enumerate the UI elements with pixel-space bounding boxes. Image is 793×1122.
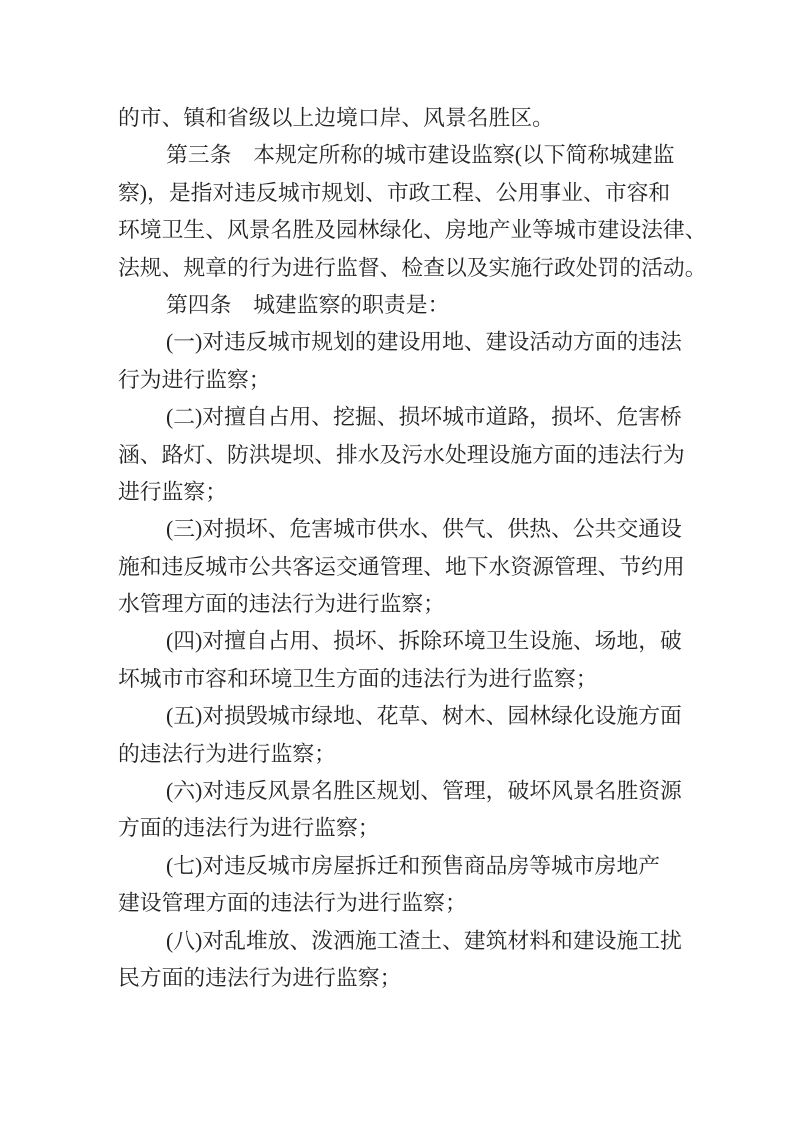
text-line: 施和违反城市公共客运交通管理、地下水资源管理、节约用 <box>118 554 685 579</box>
text-line: (四)对擅自占用、损坏、拆除环境卫生设施、场地，破 <box>166 629 682 654</box>
text-line: 察)，是指对违反城市规划、市政工程、公用事业、市容和 <box>118 180 671 205</box>
article-4 <box>118 287 685 324</box>
text-line: 建设管理方面的违法行为进行监察； <box>118 891 467 916</box>
document-body <box>118 100 707 997</box>
text-line: (一)对违反城市规划的建设用地、建设活动方面的违法 <box>166 330 682 355</box>
text-line: (五)对损毁城市绿地、花草、树木、园林绿化设施方面 <box>166 704 682 729</box>
text-line: 的市、镇和省级以上边境口岸、风景名胜区。 <box>118 106 554 130</box>
text-line: 民方面的违法行为进行监察； <box>118 965 402 990</box>
text-line: 第四条 城建监察的职责是： <box>166 292 450 317</box>
text-line: 环境卫生、风景名胜及园林绿化、房地产业等城市建设法律、 <box>118 218 707 243</box>
text-line: 第三条 本规定所称的城市建设监察(以下简称城建监 <box>166 143 675 168</box>
article-4-item-8 <box>118 923 685 998</box>
text-line: (八)对乱堆放、泼洒施工渣土、建筑材料和建设施工扰 <box>166 928 682 953</box>
text-line: 法规、规章的行为进行监督、检查以及实施行政处罚的活动。 <box>118 255 707 280</box>
text-line: 进行监察； <box>118 479 227 504</box>
text-line: (六)对违反风景名胜区规划、管理，破坏风景名胜资源 <box>166 779 682 804</box>
text-line: (二)对擅自占用、挖掘、损坏城市道路，损坏、危害桥 <box>166 405 682 430</box>
text-line: 坏城市市容和环境卫生方面的违法行为进行监察； <box>118 666 598 691</box>
article-4-item-3 <box>118 511 685 623</box>
text-line: 涵、路灯、防洪堤坝、排水及污水处理设施方面的违法行为 <box>118 442 685 467</box>
article-4-item-4 <box>118 623 685 698</box>
text-line: 的违法行为进行监察； <box>118 741 336 766</box>
text-line: (三)对损坏、危害城市供水、供气、供热、公共交通设 <box>166 517 682 542</box>
article-4-item-7 <box>118 848 685 923</box>
text-line: 方面的违法行为进行监察； <box>118 816 380 841</box>
article-4-item-2 <box>118 399 685 511</box>
continuation-paragraph <box>118 100 685 137</box>
article-3 <box>118 137 707 287</box>
article-4-item-1 <box>118 324 685 399</box>
article-4-item-5 <box>118 698 685 773</box>
text-line: 水管理方面的违法行为进行监察； <box>118 592 445 617</box>
text-line: 行为进行监察； <box>118 367 271 392</box>
article-4-item-6 <box>118 773 685 848</box>
text-line: (七)对违反城市房屋拆迁和预售商品房等城市房地产 <box>166 853 661 878</box>
